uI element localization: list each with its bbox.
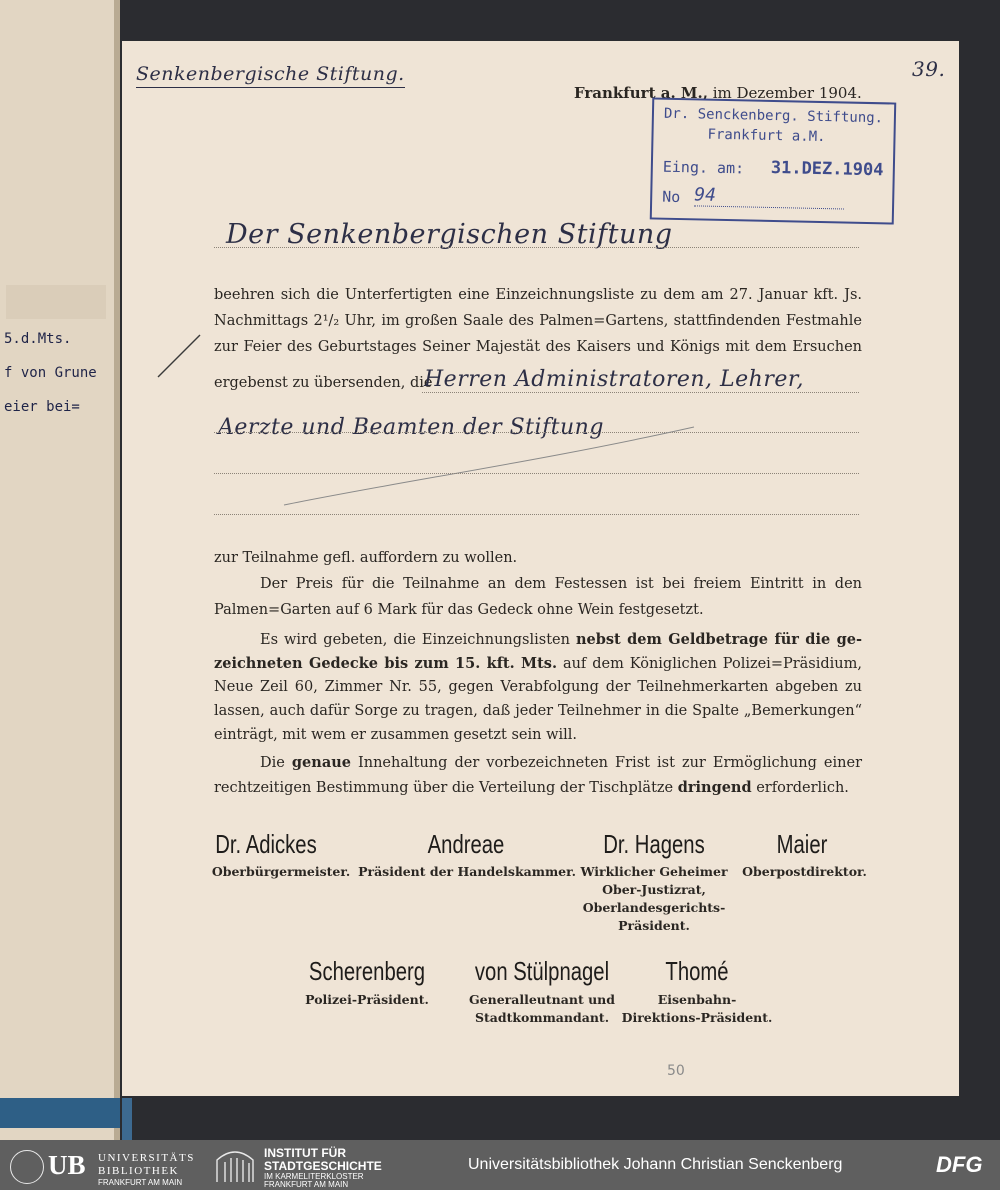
ub-mark: UB bbox=[48, 1150, 86, 1180]
request-line-2-end: auf dem Königlichen Polizei=Präsidium, bbox=[562, 656, 862, 672]
signatory-name-stuelpnagel: von Stülpnagel bbox=[474, 956, 610, 986]
place: Frankfurt a. M., bbox=[574, 84, 708, 102]
signatory-title-thome: Eisenbahn- Direktions-Präsident. bbox=[621, 992, 773, 1025]
binding-edge bbox=[114, 0, 120, 1140]
footer-center-text: Universitätsbibliothek Johann Christian Senckenberg bbox=[468, 1156, 843, 1173]
body-line-2: Nachmittags 2¹/₂ Uhr, im großen Saale des Palmen=Gartens, stattfindenden Festmahle bbox=[214, 313, 862, 329]
deadline-line-2-bold: dringend bbox=[677, 779, 752, 796]
left-sheet-line-2: f von Grune bbox=[4, 365, 97, 381]
left-sheet-line-3: eier bei= bbox=[4, 399, 80, 415]
signatory-title-scherenberg: Polizei-Präsident. bbox=[305, 992, 429, 1007]
received-stamp bbox=[650, 97, 897, 224]
isg-line-4: FRANKFURT AM MAIN bbox=[264, 1180, 349, 1189]
signatory-name-scherenberg: Scherenberg bbox=[308, 956, 426, 986]
isg-line-2: STADTGESCHICHTE bbox=[264, 1159, 382, 1173]
request-line-1-bold: nebst dem Geldbetrage für die ge- bbox=[575, 631, 863, 648]
pencil-flourish bbox=[282, 421, 702, 511]
signatory-name-thome: Thomé bbox=[665, 956, 729, 986]
recipient-handwritten: Der Senkenbergischen Stiftung bbox=[226, 219, 673, 250]
deadline-line-1-bold: genaue bbox=[291, 754, 351, 771]
deadline-line-1 bbox=[260, 754, 862, 771]
ub-seal-icon bbox=[10, 1150, 44, 1184]
request-line-4: lassen, auch dafür Sorge zu tragen, daß jeder Teilnehmer in die Spalte „Bemerkungen“ bbox=[214, 703, 862, 719]
ub-line-2: BIBLIOTHEK bbox=[98, 1165, 179, 1177]
signatory-title-andreae: Präsident der Handelskammer. bbox=[358, 864, 576, 879]
fill-handwritten-1: Herren Administratoren, Lehrer, bbox=[424, 367, 804, 392]
deadline-line-2-end: erforderlich. bbox=[756, 780, 849, 796]
price-line-2: Palmen=Garten auf 6 Mark für das Gedeck ohne Wein festgesetzt. bbox=[214, 602, 704, 618]
ub-line-3: FRANKFURT AM MAIN bbox=[98, 1178, 183, 1187]
signatory-name-adickes: Dr. Adickes bbox=[215, 829, 317, 859]
pencil-note: 50 bbox=[667, 1063, 685, 1079]
signatory-title-hagens: Wirklicher Geheimer Ober-Justizrat, Oberlandesgerichts- Präsident. bbox=[580, 864, 728, 933]
deadline-line-1-end: Innehaltung der vorbezeichneten Frist ist zur Ermöglichung einer bbox=[358, 755, 862, 771]
body-line-3: zur Feier des Geburtstages Seiner Majestät des Kaisers und Königs mit dem Ersuchen bbox=[214, 339, 862, 355]
faded-stamp-remnant bbox=[6, 285, 106, 319]
ub-line-1: UNIVERSITÄTS bbox=[98, 1152, 195, 1164]
footer-bar bbox=[0, 1140, 1000, 1190]
deadline-line-2-start: rechtzeitigen Bestimmung über die Verteilung der Tischplätze bbox=[214, 780, 674, 796]
request-line-5: einträgt, mit wem er zusammen gesetzt sein will. bbox=[214, 727, 578, 743]
stamp-number-value: 94 bbox=[694, 184, 844, 209]
letter-page bbox=[122, 41, 959, 1096]
signatory-name-maier: Maier bbox=[776, 829, 828, 859]
deadline-line-1-start: Die bbox=[260, 755, 285, 771]
left-sheet-line-1: 5.d.Mts. bbox=[4, 331, 72, 347]
signatory-name-andreae: Andreae bbox=[427, 829, 505, 859]
fill-dotted-line-3 bbox=[214, 473, 859, 474]
signatory-title-adickes: Oberbürgermeister. bbox=[211, 864, 351, 879]
body-line-1: beehren sich die Unterfertigten eine Einzeichnungsliste zu dem am 27. Januar kft. Js. bbox=[214, 287, 862, 303]
blue-cover-strip bbox=[0, 1098, 120, 1128]
signatory-name-hagens: Dr. Hagens bbox=[603, 829, 705, 859]
stamp-received-label: Eing. am: bbox=[662, 157, 745, 178]
stamp-line-2: Frankfurt a.M. bbox=[707, 126, 826, 146]
fill-dotted-line-1 bbox=[422, 392, 859, 393]
blue-cover-edge bbox=[122, 1098, 132, 1140]
underlying-sheet bbox=[0, 0, 120, 1140]
request-line-2 bbox=[214, 655, 862, 672]
stamp-line-1: Dr. Senckenberg. Stiftung. bbox=[663, 105, 884, 127]
price-line-1: Der Preis für die Teilnahme an dem Festessen ist bei freiem Eintritt in den bbox=[260, 576, 862, 592]
request-line-1 bbox=[260, 631, 862, 648]
recipient-dotted-line bbox=[214, 247, 859, 248]
isg-line-1: INSTITUT FÜR bbox=[264, 1146, 346, 1160]
stamp-number-label: No bbox=[662, 187, 681, 207]
deadline-line-2 bbox=[214, 779, 849, 796]
pencil-mark bbox=[152, 331, 204, 381]
fill-dotted-line-4 bbox=[214, 514, 859, 515]
date: im Dezember 1904. bbox=[712, 84, 862, 102]
participation-line: zur Teilnahme gefl. auffordern zu wollen. bbox=[214, 550, 518, 566]
signatory-title-stuelpnagel: Generalleutnant und Stadtkommandant. bbox=[469, 992, 615, 1025]
body-line-4-prefix: ergebenst zu übersenden, die bbox=[214, 375, 433, 391]
handwritten-header: Senkenbergische Stiftung. bbox=[136, 63, 405, 88]
page-number: 39. bbox=[912, 57, 946, 81]
request-line-3: Neue Zeil 60, Zimmer Nr. 55, gegen Verabfolgung der Teilnehmerkarten abgeben zu bbox=[214, 679, 862, 695]
stamp-received-date: 31.DEZ.1904 bbox=[770, 157, 884, 181]
request-line-1-start: Es wird gebeten, die Einzeichnungslisten bbox=[260, 632, 570, 648]
signatory-title-maier: Oberpostdirektor. bbox=[742, 864, 867, 879]
dfg-logo: DFG bbox=[936, 1152, 983, 1177]
request-line-2-bold: zeichneten Gedecke bis zum 15. kft. Mts. bbox=[214, 655, 558, 672]
isg-building-icon bbox=[214, 1148, 256, 1184]
isg-line-3: IM KARMELITERKLOSTER bbox=[264, 1172, 364, 1181]
fill-handwritten-2: Aerzte und Beamten der Stiftung bbox=[218, 415, 604, 440]
